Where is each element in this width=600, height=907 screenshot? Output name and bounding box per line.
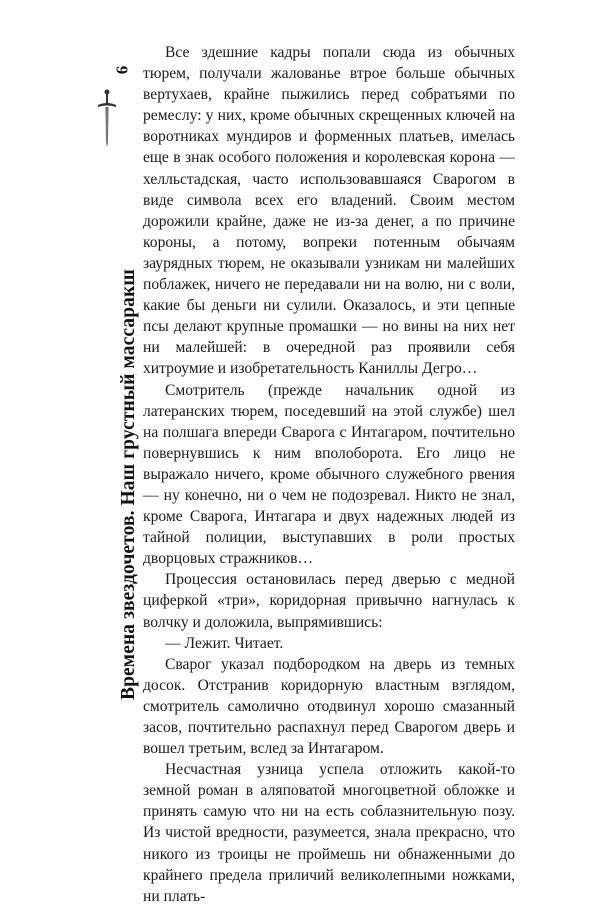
running-title: Времена звездочетов. Наш грустный массаракш [118, 269, 139, 700]
paragraph: Процессия остановилась перед дверью с медной циферкой «три», коридорная привычно нагнулась к волчку и доложила, выпрямившись: [143, 571, 515, 631]
paragraph: — Лежит. Читает. [165, 634, 284, 652]
paragraph: Сварог указал подбородком на дверь из темных досок. Отстранив коридорную властным взглядом, смотритель самолично отодвинул хорошо смазанный засов, почтительно распахнул перед Сварогом дверь и вошел третьим, вслед за Интагаром. [143, 655, 515, 758]
page-number: 6 [112, 65, 132, 75]
paragraph: Несчастная узница успела отложить какой-то земной роман в аляповатой многоцветной обложке и принять самую что ни на есть соблазнительную позу. Из чистой вредности, разумеется, знала прекрасно, что никого из троицы не проймешь ни обнаженными до крайнего предела приличий великолепными ножками, ни плать- [143, 761, 515, 905]
book-text [143, 42, 515, 907]
paragraph: Все здешние кадры попали сюда из обычных тюрем, получали жалованье втрое больше обычных вертухаев, крайне пыжились перед собратьями по ремеслу: у них, кроме обычных скрещенных ключей на воротниках мундиров и форменных платьев, имелась еще в знак особого положения и королевская корона — хелльстадская, часто использовавшаяся Сварогом в виде символа всех его владений. Своим местом дорожили крайне, даже не из-за денег, а по причине короны, а потому, вопреки потенным обычаям заурядных тюрем, не оказывали узникам ни малейших поблажек, ничего не передавали ни на волю, ни с воли, какие бы деньги ни сулили. Оказалось, и эти цепные псы делают крупные промашки — но вины на них нет ни малейшей: в очередной раз проявили себя хитроумие и изобретательность Каниллы Дегро… [143, 44, 515, 378]
paragraph: Смотритель (прежде начальник одной из латеранских тюрем, поседевший на этой службе) шел на полшага впереди Сварога с Интагаром, почтительно повернувшись к ним вполоборота. Его лицо не выражало ничего, кроме обычного служебного рвения — ну конечно, ни о чем не подозревал. Никто не знал, кроме Сварога, Интагара и двух надежных людей из тайной полиции, выступавших в роли простых дворцовых стражников… [143, 381, 515, 568]
sword-ornament-icon [96, 88, 118, 148]
